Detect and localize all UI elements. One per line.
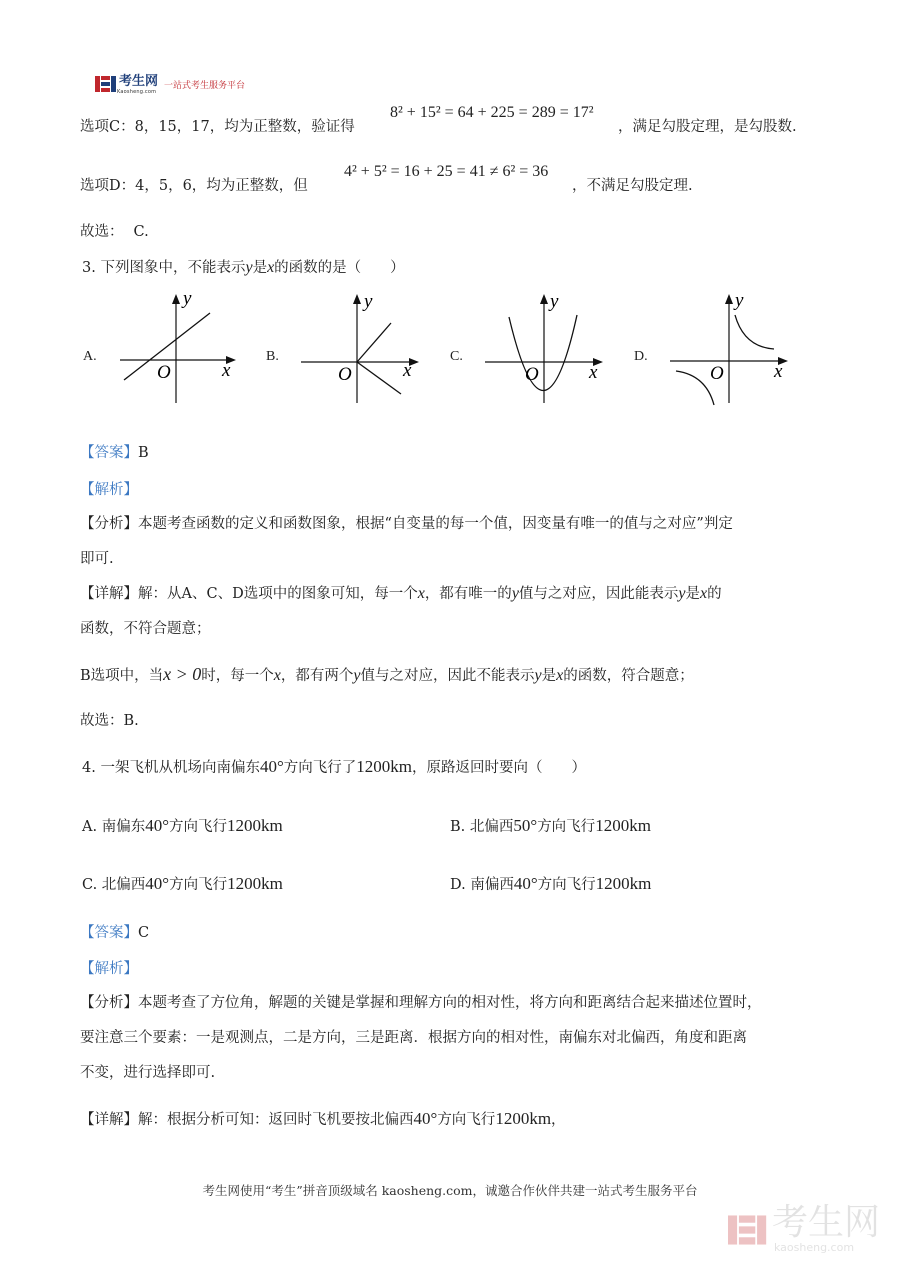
q3-graph-d	[662, 285, 802, 410]
q3-xiangjie-line3: B选项中，当x > 0时，每一个x，都有两个y值与之对应，因此不能表示y是x的函数，符合题意；	[80, 664, 694, 684]
site-logo	[95, 73, 245, 95]
q3-option-c-label: C.	[450, 349, 463, 364]
logo-name: 考生网	[119, 74, 159, 89]
q3-graph-a	[110, 285, 250, 410]
q3-option-a-label: A.	[83, 349, 97, 364]
q3-fenxi-line2: 即可.	[80, 551, 114, 567]
q2-choice: 故选： C.	[80, 224, 149, 240]
logo-sub: Kaosheng.com	[117, 89, 157, 95]
q4-fenxi-line3: 不变，进行选择即可.	[80, 1065, 216, 1081]
page-footer: 考生网使用“考生”拼音顶级域名 kaosheng.com，诚邀合作伙伴共建一站式考生服务平台	[202, 1183, 698, 1198]
q2-option-c-suffix: ，满足勾股定理，是勾股数.	[618, 119, 797, 135]
watermark-text: 考生网	[771, 1202, 880, 1243]
q3-graph-b	[293, 285, 433, 410]
q3-c-origin: O	[525, 364, 539, 385]
q3-fenxi-line1: 【分析】本题考查函数的定义和函数图象，根据“自变量的每一个值，因变量有唯一的值与之对应”判定	[80, 516, 733, 532]
q3-choice: 故选：B.	[80, 713, 139, 729]
watermark-sub: kaosheng.com	[773, 1241, 855, 1254]
q3-option-b-label: B.	[266, 349, 279, 364]
q3-xiangjie-line1: 【详解】解：从A、C、D选项中的图象可知，每一个x，都有唯一的y值与之对应，因此能表示y是x的	[80, 585, 722, 602]
watermark-logo-icon	[728, 1210, 768, 1250]
q3-d-axis-x: x	[774, 361, 783, 382]
q3-d-axis-y: y	[735, 290, 744, 311]
q4-option-b: B. 北偏西50°方向飞行1200km	[450, 816, 651, 835]
q4-xiangjie: 【详解】解：根据分析可知：返回时飞机要按北偏西40°方向飞行1200km，	[80, 1109, 566, 1128]
q2-option-d: 选项D：4，5，6，均为正整数，但	[80, 178, 308, 194]
q4-option-c: C. 北偏西40°方向飞行1200km	[82, 874, 283, 893]
q3-xiangjie-line2: 函数，不符合题意；	[80, 621, 211, 637]
q3-a-origin: O	[157, 362, 171, 383]
q3-c-axis-x: x	[589, 362, 598, 383]
q3-option-d-label: D.	[634, 349, 648, 364]
logo-mark-icon	[95, 74, 117, 94]
logo-slogan: 一站式考生服务平台	[164, 80, 246, 91]
q2-option-c: 选项C：8，15，17，均为正整数，验证得	[80, 119, 355, 135]
q3-d-origin: O	[710, 363, 724, 384]
q4-answer: 【答案】C	[80, 925, 150, 941]
q2-option-c-equation: 8² + 15² = 64 + 225 = 289 = 17²	[390, 104, 594, 121]
q3-analysis-tag: 【解析】	[80, 482, 138, 498]
q3-b-axis-y: y	[364, 291, 373, 312]
q4-stem: 4. 一架飞机从机场向南偏东40°方向飞行了1200km，原路返回时要向（ ）	[82, 757, 586, 776]
watermark	[728, 1202, 880, 1254]
q4-fenxi-line2: 要注意三个要素：一是观测点，二是方向，三是距离．根据方向的相对性，南偏东对北偏西，角度和距离	[80, 1030, 747, 1046]
q4-analysis-tag: 【解析】	[80, 961, 138, 977]
q3-c-axis-y: y	[550, 291, 559, 312]
q3-b-origin: O	[338, 364, 352, 385]
q3-a-axis-y: y	[183, 288, 192, 309]
q2-option-d-suffix: ，不满足勾股定理.	[572, 178, 693, 194]
q4-fenxi-line1: 【分析】本题考查了方位角，解题的关键是掌握和理解方向的相对性，将方向和距离结合起来描述位置时，	[80, 995, 762, 1011]
q3-answer: 【答案】B	[80, 445, 149, 461]
q3-graph-c	[477, 285, 617, 410]
q4-option-a: A. 南偏东40°方向飞行1200km	[82, 816, 283, 835]
q4-option-d: D. 南偏西40°方向飞行1200km	[450, 874, 652, 893]
q3-b-axis-x: x	[403, 360, 412, 381]
q3-stem: 3. 下列图象中，不能表示y是x的函数的是（ ）	[82, 259, 405, 276]
q2-option-d-equation: 4² + 5² = 16 + 25 = 41 ≠ 6² = 36	[344, 163, 549, 180]
q3-a-axis-x: x	[222, 360, 231, 381]
